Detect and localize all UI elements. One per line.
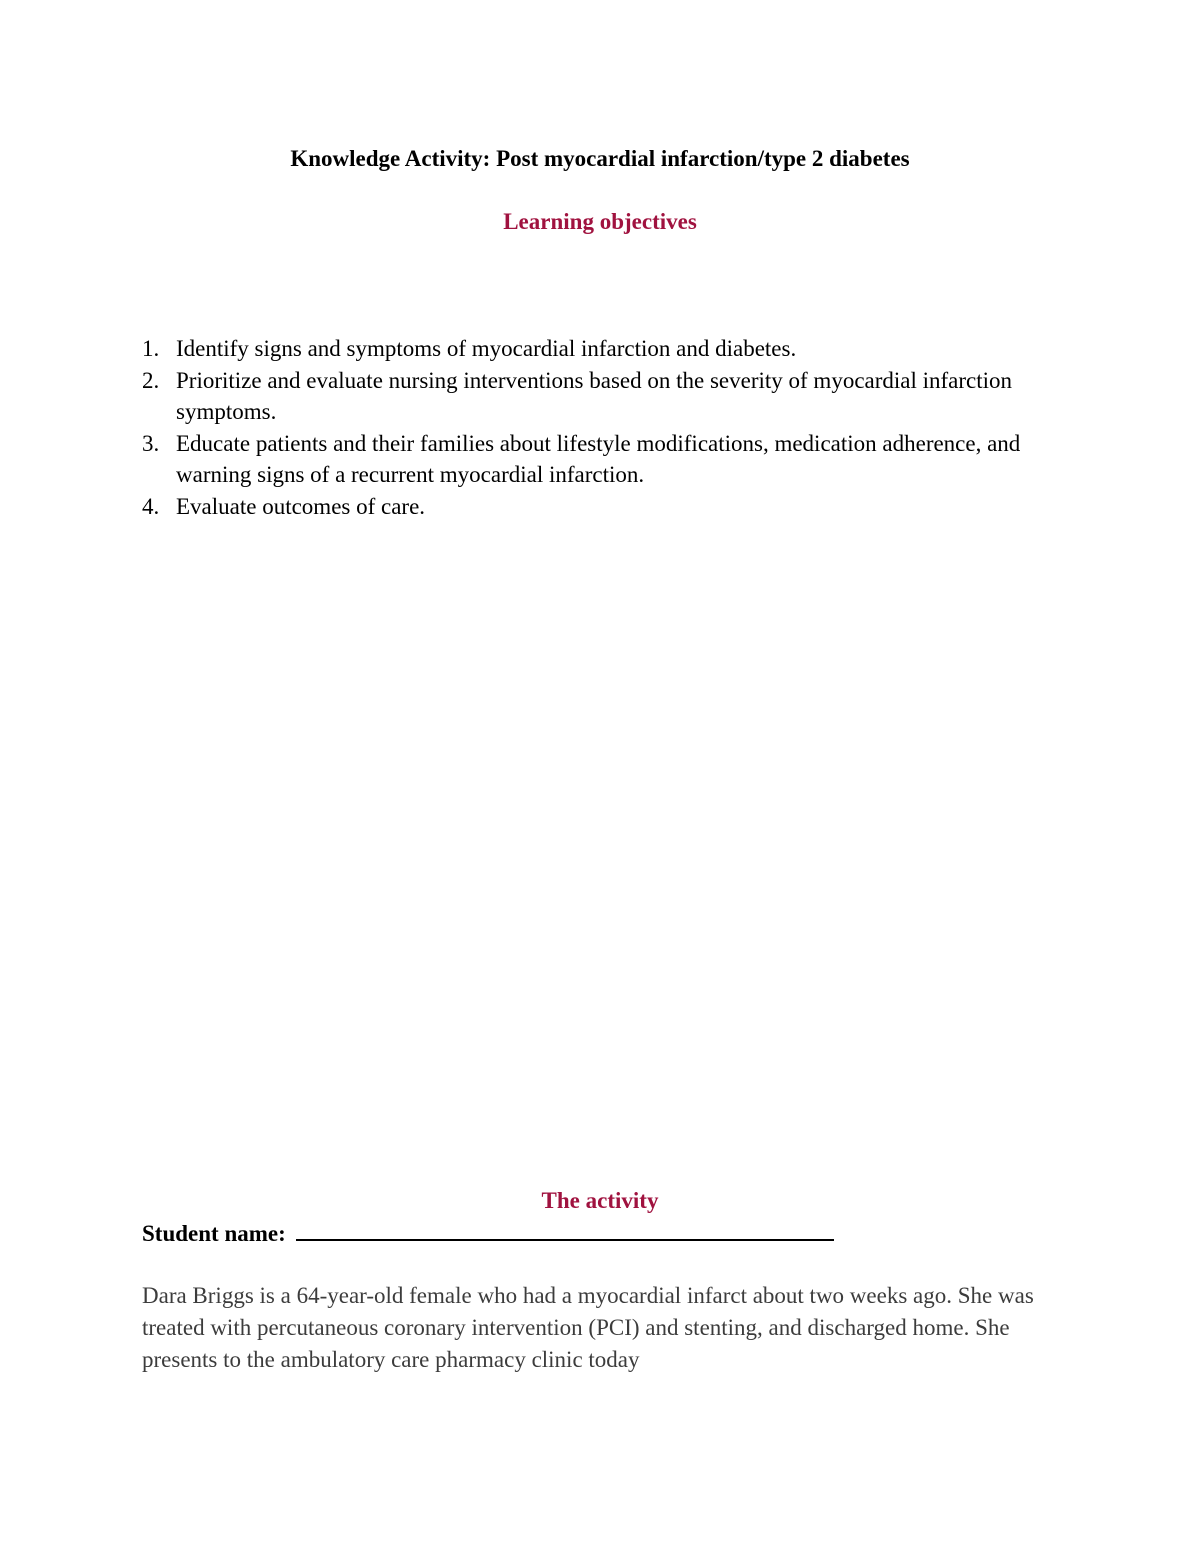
objective-number: 3. [142, 430, 160, 456]
learning-objectives-heading: Learning objectives [503, 209, 697, 234]
student-name-row [142, 1217, 834, 1249]
objective-item [142, 365, 1042, 428]
objective-text: Prioritize and evaluate nursing interventions based on the severity of myocardial infarction symptoms. [176, 367, 1013, 424]
objective-item [142, 333, 1042, 365]
objective-text: Identify signs and symptoms of myocardial infarction and diabetes. [176, 336, 797, 361]
objective-item [142, 428, 1042, 491]
objective-number: 1. [142, 336, 160, 361]
student-name-blank[interactable] [296, 1217, 834, 1241]
objective-item [142, 491, 1042, 523]
objective-text: Educate patients and their families about lifestyle modifications, medication adherence, and warning signs of a recurrent myocardial infarction. [176, 430, 1021, 487]
objective-number: 2. [142, 367, 160, 393]
objective-text: Evaluate outcomes of care. [176, 493, 426, 519]
student-name-label: Student name: [142, 1221, 286, 1246]
objectives-list [142, 333, 1042, 522]
objective-number: 4. [142, 493, 160, 519]
activity-heading: The activity [541, 1188, 659, 1213]
case-description: Dara Briggs is a 64-year-old female who had a myocardial infarct about two weeks ago. She was treated with percutaneous coronary intervention (PCI) and stenting, and discharged home. She presents to the ambulatory care pharmacy clinic today [142, 1283, 1034, 1372]
document-title: Knowledge Activity: Post myocardial infarction/type 2 diabetes [290, 146, 910, 171]
